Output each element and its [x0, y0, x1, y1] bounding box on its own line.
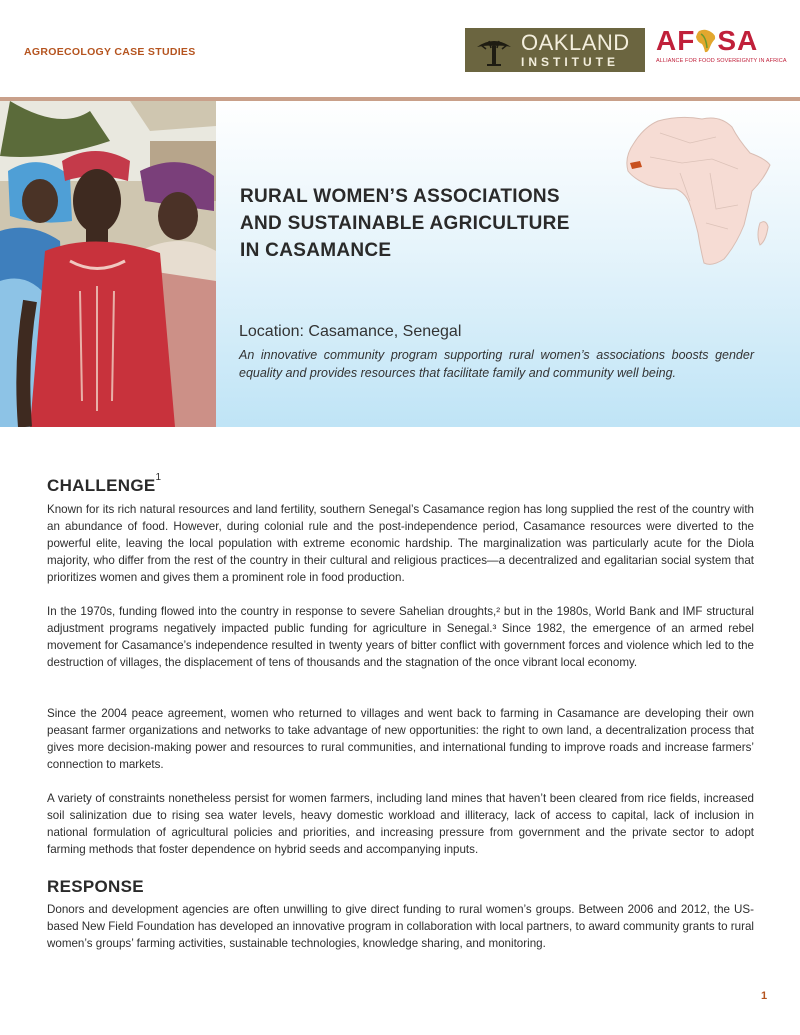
tree-icon [473, 33, 515, 67]
title-line-2: AND SUSTAINABLE AGRICULTURE [240, 213, 570, 234]
women-photo [0, 101, 216, 427]
page-number: 1 [761, 990, 768, 1002]
challenge-footnote-ref: 1 [155, 472, 162, 484]
challenge-paragraph-2: In the 1970s, funding flowed into the country in response to severe Sahelian droughts,² but in the 1980s, World Bank and IMF structural adjustment programs negatively impacted public funding for agriculture in Senegal.³ Since 1982, the emergence of an armed rebel movement for Casamance’s independence resulted in twenty years of bitter conflict with government forces and violence which led to the destruction of villages, the displacement of tens of thousands and the stagnation of the once vibrant local economy. [47, 605, 754, 669]
subtitle-text: An innovative community program supporting rural women’s associations boosts gender equality and provides resources that facilitate family and community well being. [239, 348, 754, 380]
challenge-paragraph-3: Since the 2004 peace agreement, women who returned to villages and went back to farming in Casamance are developing their own peasant farmer organizations and networks to take advantage of new opportunities: the right to own land, a decentralization process that gives more decision-making power and resources to rural communities, and international funding to improve roads and increase farmers’ connection to markets. [47, 707, 754, 771]
afsa-tagline: ALLIANCE FOR FOOD SOVEREIGNTY IN AFRICA [656, 58, 787, 64]
afsa-mark-right: SA [717, 25, 759, 56]
afsa-mark-left: AF [656, 25, 696, 56]
title-line-3: IN CASAMANCE [240, 240, 392, 261]
challenge-heading-text: CHALLENGE [47, 476, 156, 495]
africa-leaf-icon [695, 28, 717, 54]
oakland-institute-logo [465, 28, 645, 72]
series-label: AGROECOLOGY CASE STUDIES [24, 46, 196, 58]
page-title [240, 183, 600, 264]
location-text: Location: Casamance, Senegal [239, 323, 462, 340]
oakland-logo-line1: OAKLAND [521, 30, 630, 55]
title-line-1: RURAL WOMEN’S ASSOCIATIONS [240, 186, 560, 207]
hero-banner [0, 101, 800, 427]
oakland-logo-line2: INSTITUTE [521, 55, 619, 69]
afsa-logo [656, 26, 786, 72]
challenge-heading [47, 472, 162, 496]
response-paragraph-1: Donors and development agencies are often unwilling to give direct funding to rural women’s groups. Between 2006 and 2012, the US-based New Field Foundation has developed an innovative program in collaboration with local partners, to award community grants to rural women’s groups’ farming activities, sustainable technologies, knowledge sharing, and monitoring. [47, 903, 754, 950]
challenge-paragraph-4: A variety of constraints nonetheless persist for women farmers, including land mines that haven’t been cleared from rice fields, increased soil salinization due to rising sea water levels, heavy domestic workload and illiteracy, lack of access to capital, lack of inclusion in national formulation of agricultural policies and priorities, and increasing pressure from government and the private sector to adopt farming methods that foster dependence on hybrid seeds and accompanying inputs. [47, 792, 754, 856]
africa-map [620, 113, 780, 273]
response-heading: RESPONSE [47, 877, 144, 896]
challenge-paragraph-1: Known for its rich natural resources and land fertility, southern Senegal’s Casamance region has long supplied the rest of the country with an abundance of food. However, during colonial rule and the post-independence period, Casamance resources were diverted to the powerful elite, leaving the local population with extreme economic hardship. The marginalization was particularly acute for the Diola majority, who differ from the rest of the country in their cultural and religious practices—a decentralized and egalitarian social system that prioritizes women and gives them a prominent role in food production. [47, 503, 754, 584]
